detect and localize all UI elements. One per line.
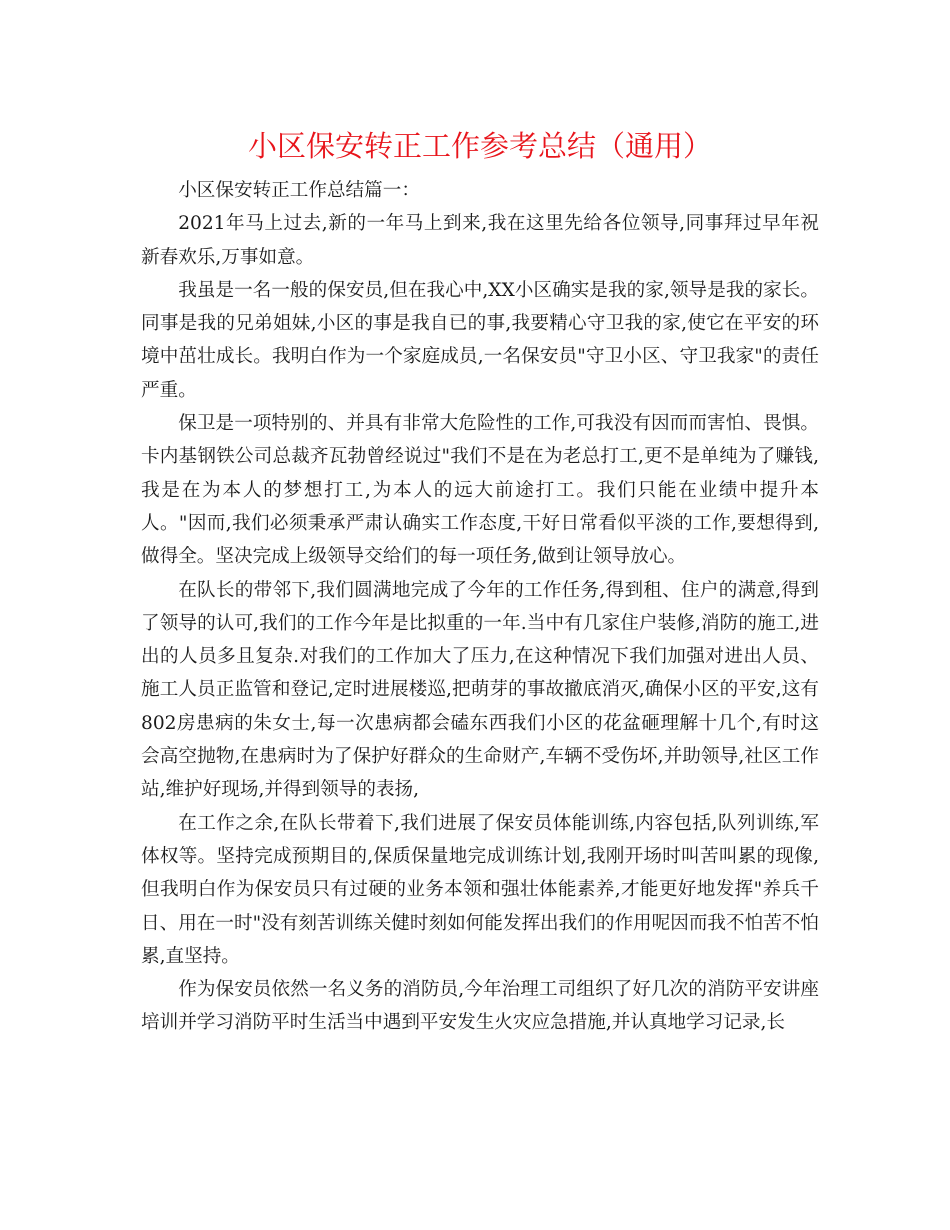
paragraph-security-duty: 保卫是一项特别的、并具有非常大危险性的工作,可我没有因而而害怕、畏惧。卡内基钢铁公司总裁齐瓦勃曾经说过"我们不是在为老总打工,更不是单纯为了赚钱,我是在为本人的梦想打工,为本人的远大前途打工。我们只能在业绩中提升本人。"因而,我们必须秉承严肃认确实工作态度,干好日常看似平淡的工作,要想得到,做得全。坚决完成上级领导交给们的每一项任务,做到让领导放心。 <box>141 413 819 568</box>
paragraph-section-heading: 小区保安转正工作总结篇一： <box>178 180 420 201</box>
document-page <box>141 120 819 1040</box>
paragraph-physical-training: 在工作之余,在队长带着下,我们进展了保安员体能训练,内容包括,队列训练,军体权等。坚持完成预期目的,保质保量地完成训练计划,我刚开场时叫苦叫累的现像,但我明白作为保安员只有过硬的业务本领和强壮体能素养,才能更好地发挥"养兵千日、用在一时"没有刻苦训练关健时刻如何能发挥出我们的作用呢因而我不怕苦不怕累,直坚持。 <box>141 812 819 967</box>
paragraph-work-completed: 在队长的带邻下,我们圆满地完成了今年的工作任务,得到租、住户的满意,得到了领导的认可,我们的工作今年是比拟重的一年.当中有几家住户装修,消防的施工,进出的人员多且复杂.对我们的工作加大了压力,在这种情况下我们加强对进出人员、施工人员正监管和登记,定时进展楼巡,把萌芽的事故撤底消灭,确保小区的平安,这有802房患病的朱女士,每一次患病都会磕东西我们小区的花盆砸理解十几个,有时这会高空抛物,在患病时为了保护好群众的生命财产,车辆不受伤坏,并助领导,社区工作站,维护好现场,并得到领导的表扬, <box>141 579 819 801</box>
paragraph-fire-safety: 作为保安员依然一名义务的消防员,今年治理工司组织了好几次的消防平安讲座培训并学习消防平时生活当中遇到平安发生火灾应急措施,并认真地学习记录,长 <box>141 979 819 1034</box>
paragraph-community-home: 我虽是一名一般的保安员,但在我心中,XX小区确实是我的家,领导是我的家长。同事是我的兄弟姐妹,小区的事是我自已的事,我要精心守卫我的家,使它在平安的环境中茁壮成长。我明白作为一个家庭成员,一名保安员"守卫小区、守卫我家"的责任严重。 <box>141 279 819 401</box>
document-title: 小区保安转正工作参考总结（通用） <box>247 129 712 163</box>
paragraph-new-year-greeting: 2021年马上过去,新的一年马上到来,我在这里先给各位领导,同事拜过早年祝新春欢乐,万事如意。 <box>141 213 819 268</box>
